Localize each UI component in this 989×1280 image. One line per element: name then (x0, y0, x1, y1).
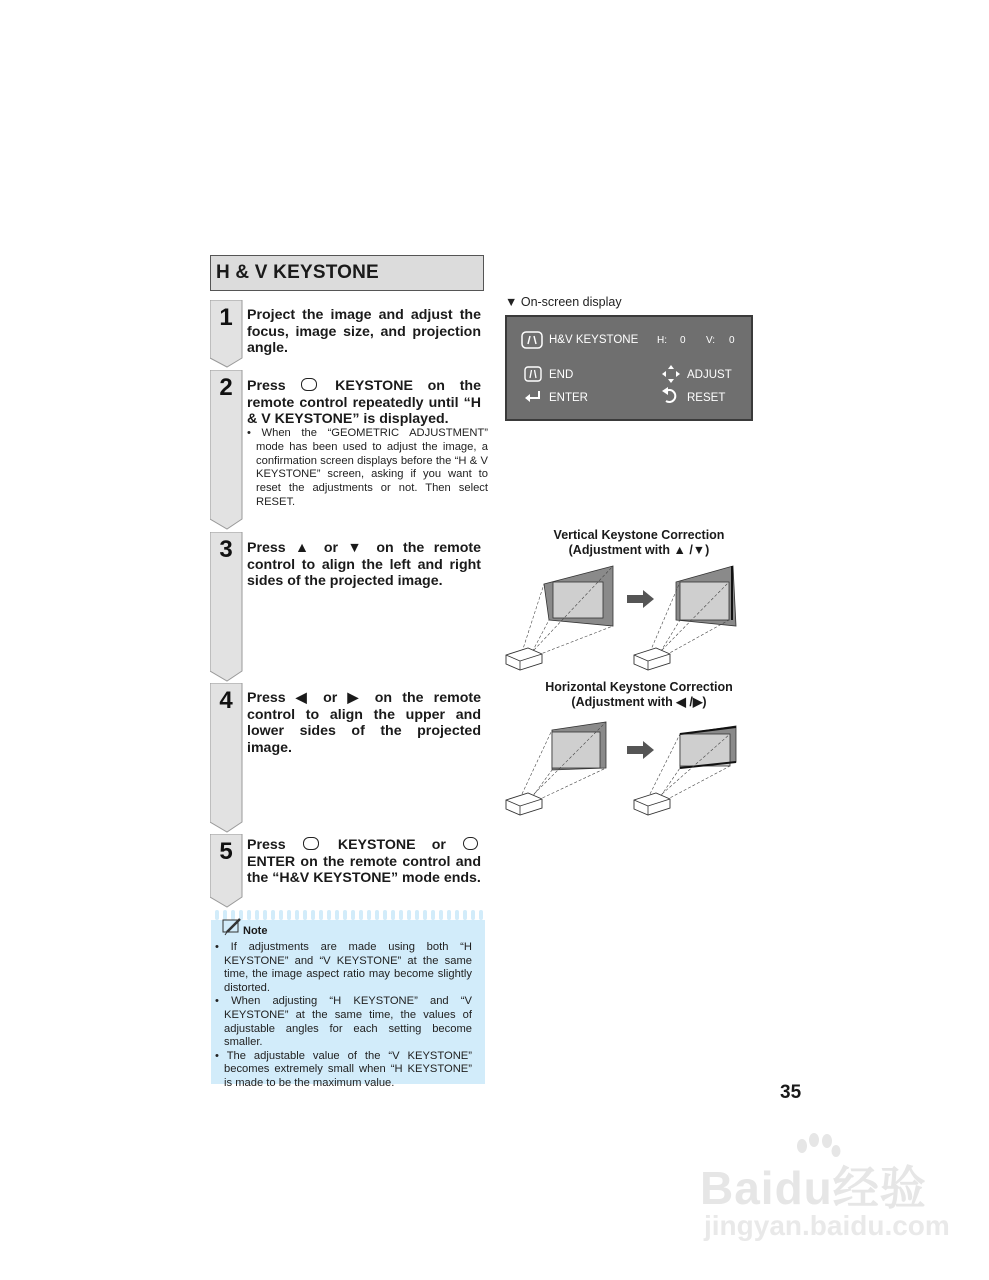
perforation-tooth (327, 910, 331, 920)
osd-reset: RESET (687, 392, 726, 404)
perforation-tooth (335, 910, 339, 920)
step-tab-5 (210, 834, 244, 908)
paw-logo-icon (792, 1132, 842, 1176)
step-tab-4 (210, 683, 244, 833)
note-item: • The adjustable value of the “V KEYSTONE” becomes extremely small when “H KEYSTONE” is made to be the maximum value. (215, 1049, 472, 1089)
watermark-url: jingyan.baidu.com (704, 1210, 950, 1241)
osd-h-label: H: (657, 335, 667, 346)
perforation-tooth (271, 910, 275, 920)
note-item: • If adjustments are made using both “H KEYSTONE” and “V KEYSTONE” at the same time, the image aspect ratio may become slightly distorted. (215, 941, 472, 994)
end-icon (524, 366, 542, 382)
adjust-arrows-icon (661, 364, 681, 384)
vertical-keystone-title-line2: (Adjustment with ▲ /▼) (568, 543, 710, 557)
step-2-bullet-text: When the “GEOMETRIC ADJUSTMENT” mode has been used to adjust the image, a confirmation screen displays before the “H & V KEYSTONE” screen, asking if you want to reset the adjustments or not. Then select RESET. (256, 427, 488, 508)
page-number: 35 (780, 1082, 802, 1103)
vertical-keystone-title-line1: Vertical Keystone Correction (553, 528, 725, 542)
vertical-keystone-illustration (500, 560, 750, 680)
perforation-tooth (415, 910, 419, 920)
perforation-tooth (247, 910, 251, 920)
step-tab-2 (210, 370, 244, 530)
step-1-text: Project the image and adjust the focus, image size, and projection angle. (247, 307, 481, 356)
enter-button-icon (463, 837, 478, 850)
keystone-button-icon (301, 378, 317, 391)
note-item: • When adjusting “H KEYSTONE” and “V KEYSTONE” at the same time, the values of adjustable angles for each setting become smaller. (215, 995, 472, 1049)
note-item-text: The adjustable value of the “V KEYSTONE” becomes extremely small when “H KEYSTONE” is made to be the maximum value. (224, 1049, 472, 1089)
perforation-tooth (479, 910, 483, 920)
perforation-tooth (439, 910, 443, 920)
osd-title: H&V KEYSTONE (549, 334, 639, 346)
perforation-tooth (303, 910, 307, 920)
note-item-text: When adjusting “H KEYSTONE” and “V KEYSTONE” at the same time, the values of adjustable angles for each setting become smaller. (224, 995, 472, 1049)
perforation-tooth (263, 910, 267, 920)
osd-enter: ENTER (549, 392, 588, 404)
step-tab-3 (210, 532, 244, 682)
step-5-text (247, 837, 481, 887)
perforation-tooth (255, 910, 259, 920)
step-2-rest: KEYSTONE on the remote control repeatedly until “H & V KEYSTONE” is displayed. (247, 378, 481, 427)
horizontal-keystone-illustration (500, 712, 750, 822)
perforation-tooth (463, 910, 467, 920)
perforation-tooth (455, 910, 459, 920)
perforation-tooth (447, 910, 451, 920)
note-heading: Note (243, 925, 268, 937)
perforation-tooth (383, 910, 387, 920)
perforation-tooth (407, 910, 411, 920)
perforation-tooth (423, 910, 427, 920)
step-number: 4 (219, 687, 233, 714)
perforation-tooth (295, 910, 299, 920)
section-title: H & V KEYSTONE (210, 255, 484, 291)
vertical-keystone-title (520, 528, 758, 558)
perforation-tooth (375, 910, 379, 920)
note-perforation (211, 910, 485, 920)
perforation-tooth (287, 910, 291, 920)
perforation-tooth (359, 910, 363, 920)
osd-end: END (549, 369, 574, 381)
keystone-icon (521, 331, 543, 349)
osd-adjust: ADJUST (687, 369, 732, 381)
perforation-tooth (311, 910, 315, 920)
step-2-bullet: • When the “GEOMETRIC ADJUSTMENT” mode has been used to adjust the image, a confirmation screen displays before the “H & V KEYSTONE” screen, asking if you want to reset the adjustments or not. Then select RESET. (247, 427, 488, 508)
step-number: 2 (219, 374, 233, 401)
step-5-rest: ENTER on the remote control and the “H&V KEYSTONE” mode ends. (247, 853, 481, 886)
perforation-tooth (367, 910, 371, 920)
step-tab-1 (210, 300, 244, 368)
step-number: 5 (219, 838, 233, 865)
note-list (215, 941, 472, 1091)
osd-h-value: 0 (680, 335, 686, 346)
horizontal-keystone-title (520, 680, 758, 710)
pencil-icon (221, 916, 243, 936)
on-screen-display (505, 315, 753, 421)
note-item-text: If adjustments are made using both “H KEYSTONE” and “V KEYSTONE” at the same time, the image aspect ratio may become slightly distorted. (224, 941, 472, 994)
step-2-press: Press (247, 378, 286, 394)
horizontal-keystone-title-line2: (Adjustment with ◀ /▶) (571, 695, 707, 709)
keystone-button-icon (303, 837, 319, 850)
step-number: 3 (219, 536, 233, 563)
perforation-tooth (471, 910, 475, 920)
enter-icon (524, 389, 542, 405)
perforation-tooth (351, 910, 355, 920)
osd-caption: ▼ On-screen display (505, 295, 622, 309)
watermark-brand: Baidu经验 (700, 1162, 927, 1214)
step-2-text (247, 378, 481, 428)
perforation-tooth (319, 910, 323, 920)
reset-icon (661, 387, 681, 405)
perforation-tooth (343, 910, 347, 920)
perforation-tooth (399, 910, 403, 920)
step-number: 1 (219, 304, 233, 331)
perforation-tooth (431, 910, 435, 920)
osd-v-value: 0 (729, 335, 735, 346)
step-4-text: Press ◀ or ▶ on the remote control to align the upper and lower sides of the projected image. (247, 690, 481, 756)
perforation-tooth (279, 910, 283, 920)
horizontal-keystone-title-line1: Horizontal Keystone Correction (545, 680, 733, 694)
step-3-text: Press ▲ or ▼ on the remote control to align the left and right sides of the projected image. (247, 540, 481, 589)
perforation-tooth (391, 910, 395, 920)
step-5-mid: KEYSTONE or (337, 837, 446, 853)
step-5-press: Press (247, 837, 286, 853)
perforation-tooth (215, 910, 219, 920)
osd-v-label: V: (706, 335, 716, 346)
